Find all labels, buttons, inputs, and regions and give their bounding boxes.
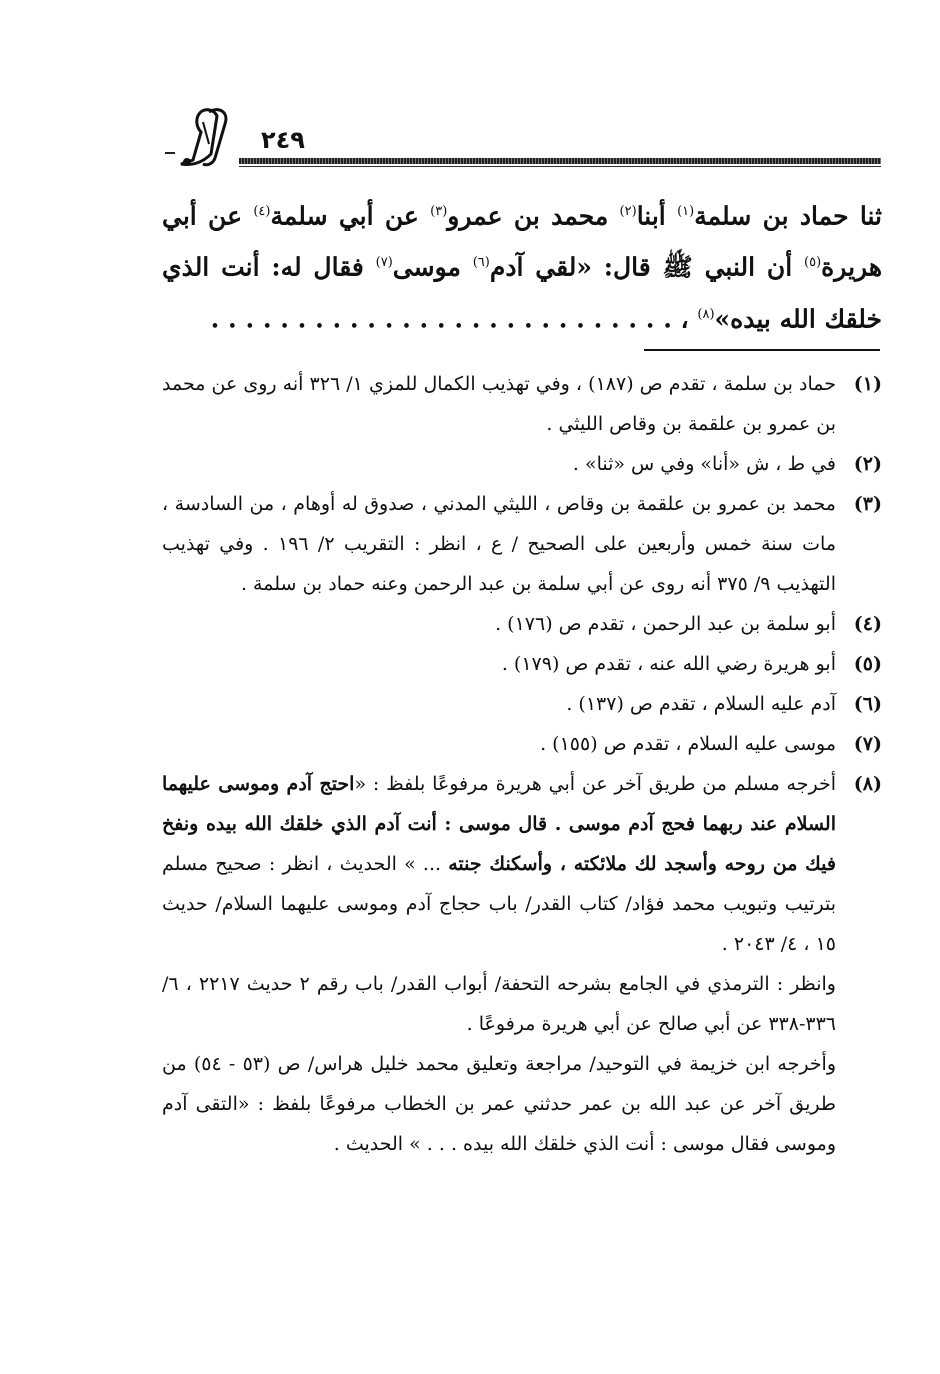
- footnote-text: موسى عليه السلام ، تقدم ص (١٥٥) .: [540, 733, 836, 755]
- footnote-7: [162, 724, 882, 764]
- footnote-number: (٣): [853, 493, 882, 515]
- footnote-3: [162, 484, 882, 604]
- footnote-2: [162, 444, 882, 484]
- footnote-number: (٤): [853, 613, 882, 635]
- text-segment: أخرجه مسلم من طريق آخر عن أبي هريرة مرفوعًا بلفظ : «: [354, 773, 836, 795]
- tirmidhi-reference: وانظر : الترمذي في الجامع بشرحه التحفة/ أبواب القدر/ باب رقم ٢ حديث ٢٢١٧ ، ٦/ ٣٣٦-٣٣٨ عن أبي صالح عن أبي هريرة مرفوعًا .: [162, 973, 836, 1035]
- footnote-8: [162, 764, 882, 964]
- page-number: ٢٤٩: [261, 126, 305, 154]
- header-rule: [239, 158, 881, 164]
- footnote-ref: (٣): [430, 204, 448, 219]
- header-rule-thin: [239, 166, 881, 167]
- text-segment: عن أبي سلمة: [270, 201, 431, 231]
- footnote-6: [162, 684, 882, 724]
- footnote-ref: (١): [677, 204, 695, 219]
- footnote-ref: (٧): [375, 255, 393, 271]
- footnote-ref: (٦): [472, 255, 490, 271]
- footnotes: [162, 364, 882, 1164]
- hadith-quote: التقى آدم وموسى فقال موسى : أنت الذي خلقك الله بيده: [162, 1093, 836, 1155]
- text-segment: . . . » الحديث .: [333, 1133, 464, 1155]
- text-segment: ... » الحديث ، انظر : صحيح مسلم بترتيب وتبويب محمد فؤاد/ كتاب القدر/ باب حجاج آدم وموسى عليهما السلام/ حديث ١٥ ، ٤/ ٢٠٤٣ .: [162, 853, 836, 955]
- main-text: [162, 188, 882, 342]
- text-segment: موسى: [392, 252, 473, 282]
- footnote-text: أبو هريرة رضي الله عنه ، تقدم ص (١٧٩) .: [501, 653, 836, 675]
- footnote-text: حماد بن سلمة ، تقدم ص (١٨٧) ، وفي تهذيب الكمال للمزي ١/ ٣٢٦ أنه روى عن محمد بن عمرو بن علقمة بن وقاص الليثي .: [162, 373, 836, 435]
- footnote-ref: (٨): [697, 306, 715, 322]
- page-header: [165, 104, 881, 174]
- footnote-4: [162, 604, 882, 644]
- footnote-text: أبو سلمة بن عبد الرحمن ، تقدم ص (١٧٦) .: [495, 613, 836, 635]
- footnote-ref: (٤): [253, 204, 271, 219]
- footnote-text: آدم عليه السلام ، تقدم ص (١٣٧) .: [566, 693, 836, 715]
- footnote-number: (٨): [853, 773, 882, 795]
- quill-ornament-icon: [173, 104, 235, 170]
- text-segment: ،: [671, 303, 698, 333]
- footnote-5: [162, 644, 882, 684]
- footnote-text: محمد بن عمرو بن علقمة بن وقاص ، الليثي المدني ، صدوق له أوهام ، من السادسة ، مات سنة خمس وأربعين على الصحيح / ع ، انظر : التقريب ٢/ ١٩٦ . وفي تهذيب التهذيب ٩/ ٣٧٥ أنه روى عن أبي سلمة بن عبد الرحمن وعنه حماد بن سلمة .: [162, 493, 836, 595]
- text-segment: عن أبي هريرة: [162, 201, 882, 282]
- hadith-paragraph: [162, 188, 882, 342]
- khuzaymah-reference: [162, 1044, 882, 1164]
- footnote-number: (٥): [853, 653, 882, 675]
- ellipsis-dots: . . . . . . . . . . . . . . . . . . . . . . . . . . .: [210, 303, 672, 333]
- footnote-text: [162, 764, 836, 964]
- footnote-ref: (٢): [619, 204, 637, 219]
- footnote-number: (٢): [853, 453, 882, 475]
- footnote-number: (٦): [853, 693, 882, 715]
- text-segment: وأخرجه ابن خزيمة في التوحيد/ مراجعة وتعليق محمد خليل هراس/ ص (٥٣ - ٥٤) من طريق آخر عن عبد الله بن عمر حدثني عمر بن الخطاب مرفوعًا بلفظ : «: [162, 1053, 837, 1115]
- text-segment: ثنا حماد بن سلمة: [694, 201, 882, 231]
- footnote-separator: [644, 349, 880, 351]
- footnote-text: في ط ، ش «أنا» وفي س «ثنا» .: [572, 453, 836, 475]
- footnote-number: (١): [853, 373, 882, 395]
- header-dash: [165, 152, 175, 154]
- text-segment: أبنا: [636, 201, 678, 231]
- footnote-1: [162, 364, 882, 444]
- footnote-number: (٧): [853, 733, 882, 755]
- footnote-ref: (٥): [804, 255, 822, 271]
- hadith-quote: احتج آدم وموسى عليهما السلام عند ربهما فحج آدم موسى . قال موسى : أنت آدم الذي خلقك الله بيده ونفخ فيك من روحه وأسجد لك ملائكته ، وأسكنك جنته: [162, 773, 836, 875]
- text-segment: محمد بن عمرو: [447, 201, 620, 231]
- text-segment: فقال له: أنت الذي خلقك الله بيده»: [162, 252, 882, 333]
- text-segment: أن النبي ﷺ قال: «لقي آدم: [489, 252, 805, 282]
